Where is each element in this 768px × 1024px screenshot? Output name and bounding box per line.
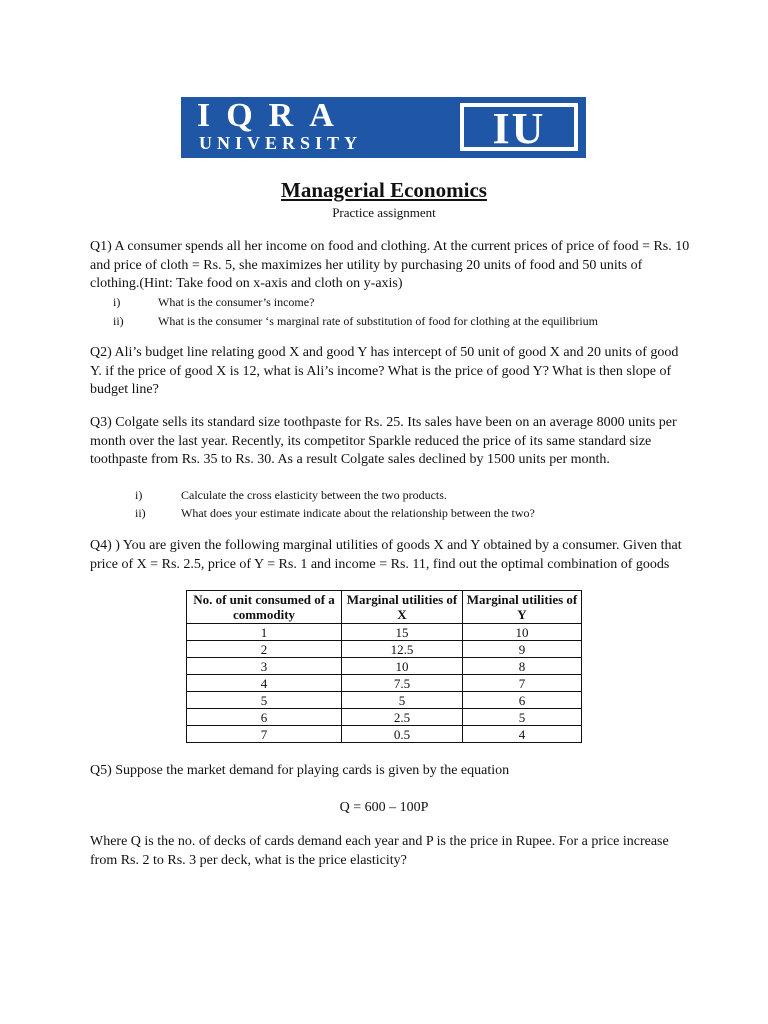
question-2: Q2) Ali’s budget line relating good X and good Y has intercept of 50 unit of good X and 20 units of good Y. if the price of good X is 12, what is Ali’s income? What is the price of good Y? What is then slope of budget line? xyxy=(90,345,679,397)
table-cell: 10 xyxy=(463,624,582,641)
table-cell: 1 xyxy=(187,624,342,641)
logo-mark xyxy=(460,103,578,151)
table-row xyxy=(187,692,582,709)
table-cell: 5 xyxy=(342,692,463,709)
item-text: What does your estimate indicate about the relationship between the two? xyxy=(181,506,535,520)
document-title: Managerial Economics xyxy=(281,178,487,202)
table-cell: 0.5 xyxy=(342,726,463,743)
logo-line-1: IQRA xyxy=(197,97,350,134)
table-cell: 10 xyxy=(342,658,463,675)
logo-mark-text: IU xyxy=(464,107,574,147)
item-text: Calculate the cross elasticity between the two products. xyxy=(181,488,447,502)
table-cell: 7 xyxy=(187,726,342,743)
column-header-units: No. of unit consumed of a commodity xyxy=(187,591,342,624)
table-cell: 2.5 xyxy=(342,709,463,726)
table-cell: 8 xyxy=(463,658,582,675)
table-row xyxy=(187,624,582,641)
item-number: ii) xyxy=(113,314,124,328)
table-cell: 6 xyxy=(187,709,342,726)
question-4: Q4) ) You are given the following marginal utilities of goods X and Y obtained by a consumer. Given that price of X = Rs. 2.5, price of Y = Rs. 1 and income = Rs. 11, find out the optimal combination of goods xyxy=(90,538,682,572)
table-row xyxy=(187,709,582,726)
item-number: ii) xyxy=(135,506,146,520)
table-cell: 7 xyxy=(463,675,582,692)
table-row xyxy=(187,641,582,658)
table-cell: 12.5 xyxy=(342,641,463,658)
table-cell: 2 xyxy=(187,641,342,658)
table-cell: 6 xyxy=(463,692,582,709)
item-text: What is the consumer ‘s marginal rate of substitution of food for clothing at the equilibrium xyxy=(158,314,599,328)
item-number: i) xyxy=(113,295,121,309)
table-cell: 5 xyxy=(463,709,582,726)
table-header-row xyxy=(187,591,582,624)
document-subtitle: Practice assignment xyxy=(332,205,436,220)
question-3: Q3) Colgate sells its standard size toothpaste for Rs. 25. Its sales have been on an average 8000 units per month over the last year. Recently, its competitor Sparkle reduced the price of its same standard size toothpaste from Rs. 35 to Rs. 30. As a result Colgate sales declined by 1500 units per month. xyxy=(90,415,677,467)
item-text: What is the consumer’s income? xyxy=(158,295,315,309)
column-header-mu-y: Marginal utilities of Y xyxy=(463,591,582,624)
table-cell: 9 xyxy=(463,641,582,658)
table-row xyxy=(187,658,582,675)
table-row xyxy=(187,675,582,692)
question-1: Q1) A consumer spends all her income on food and clothing. At the current prices of price of food = Rs. 10 and price of cloth = Rs. 5, she maximizes her utility by purchasing 20 units of food and 50 units of clothing.(Hint: Take food on x-axis and cloth on y-axis) xyxy=(90,239,690,291)
question-5: Q5) Suppose the market demand for playing cards is given by the equation xyxy=(90,763,510,778)
table-cell: 4 xyxy=(463,726,582,743)
logo-line-2: UNIVERSITY xyxy=(199,133,363,153)
item-number: i) xyxy=(135,488,143,502)
demand-equation: Q = 600 – 100P xyxy=(339,800,429,815)
table-cell: 4 xyxy=(187,675,342,692)
question-5-followup: Where Q is the no. of decks of cards demand each year and P is the price in Rupee. For a price increase from Rs. 2 to Rs. 3 per deck, what is the price elasticity? xyxy=(90,834,669,868)
table-cell: 7.5 xyxy=(342,675,463,692)
table-cell: 5 xyxy=(187,692,342,709)
iqra-university-logo xyxy=(181,97,586,158)
table-cell: 15 xyxy=(342,624,463,641)
table-row xyxy=(187,726,582,743)
marginal-utilities-table xyxy=(186,590,582,743)
column-header-mu-x: Marginal utilities of X xyxy=(342,591,463,624)
table-cell: 3 xyxy=(187,658,342,675)
